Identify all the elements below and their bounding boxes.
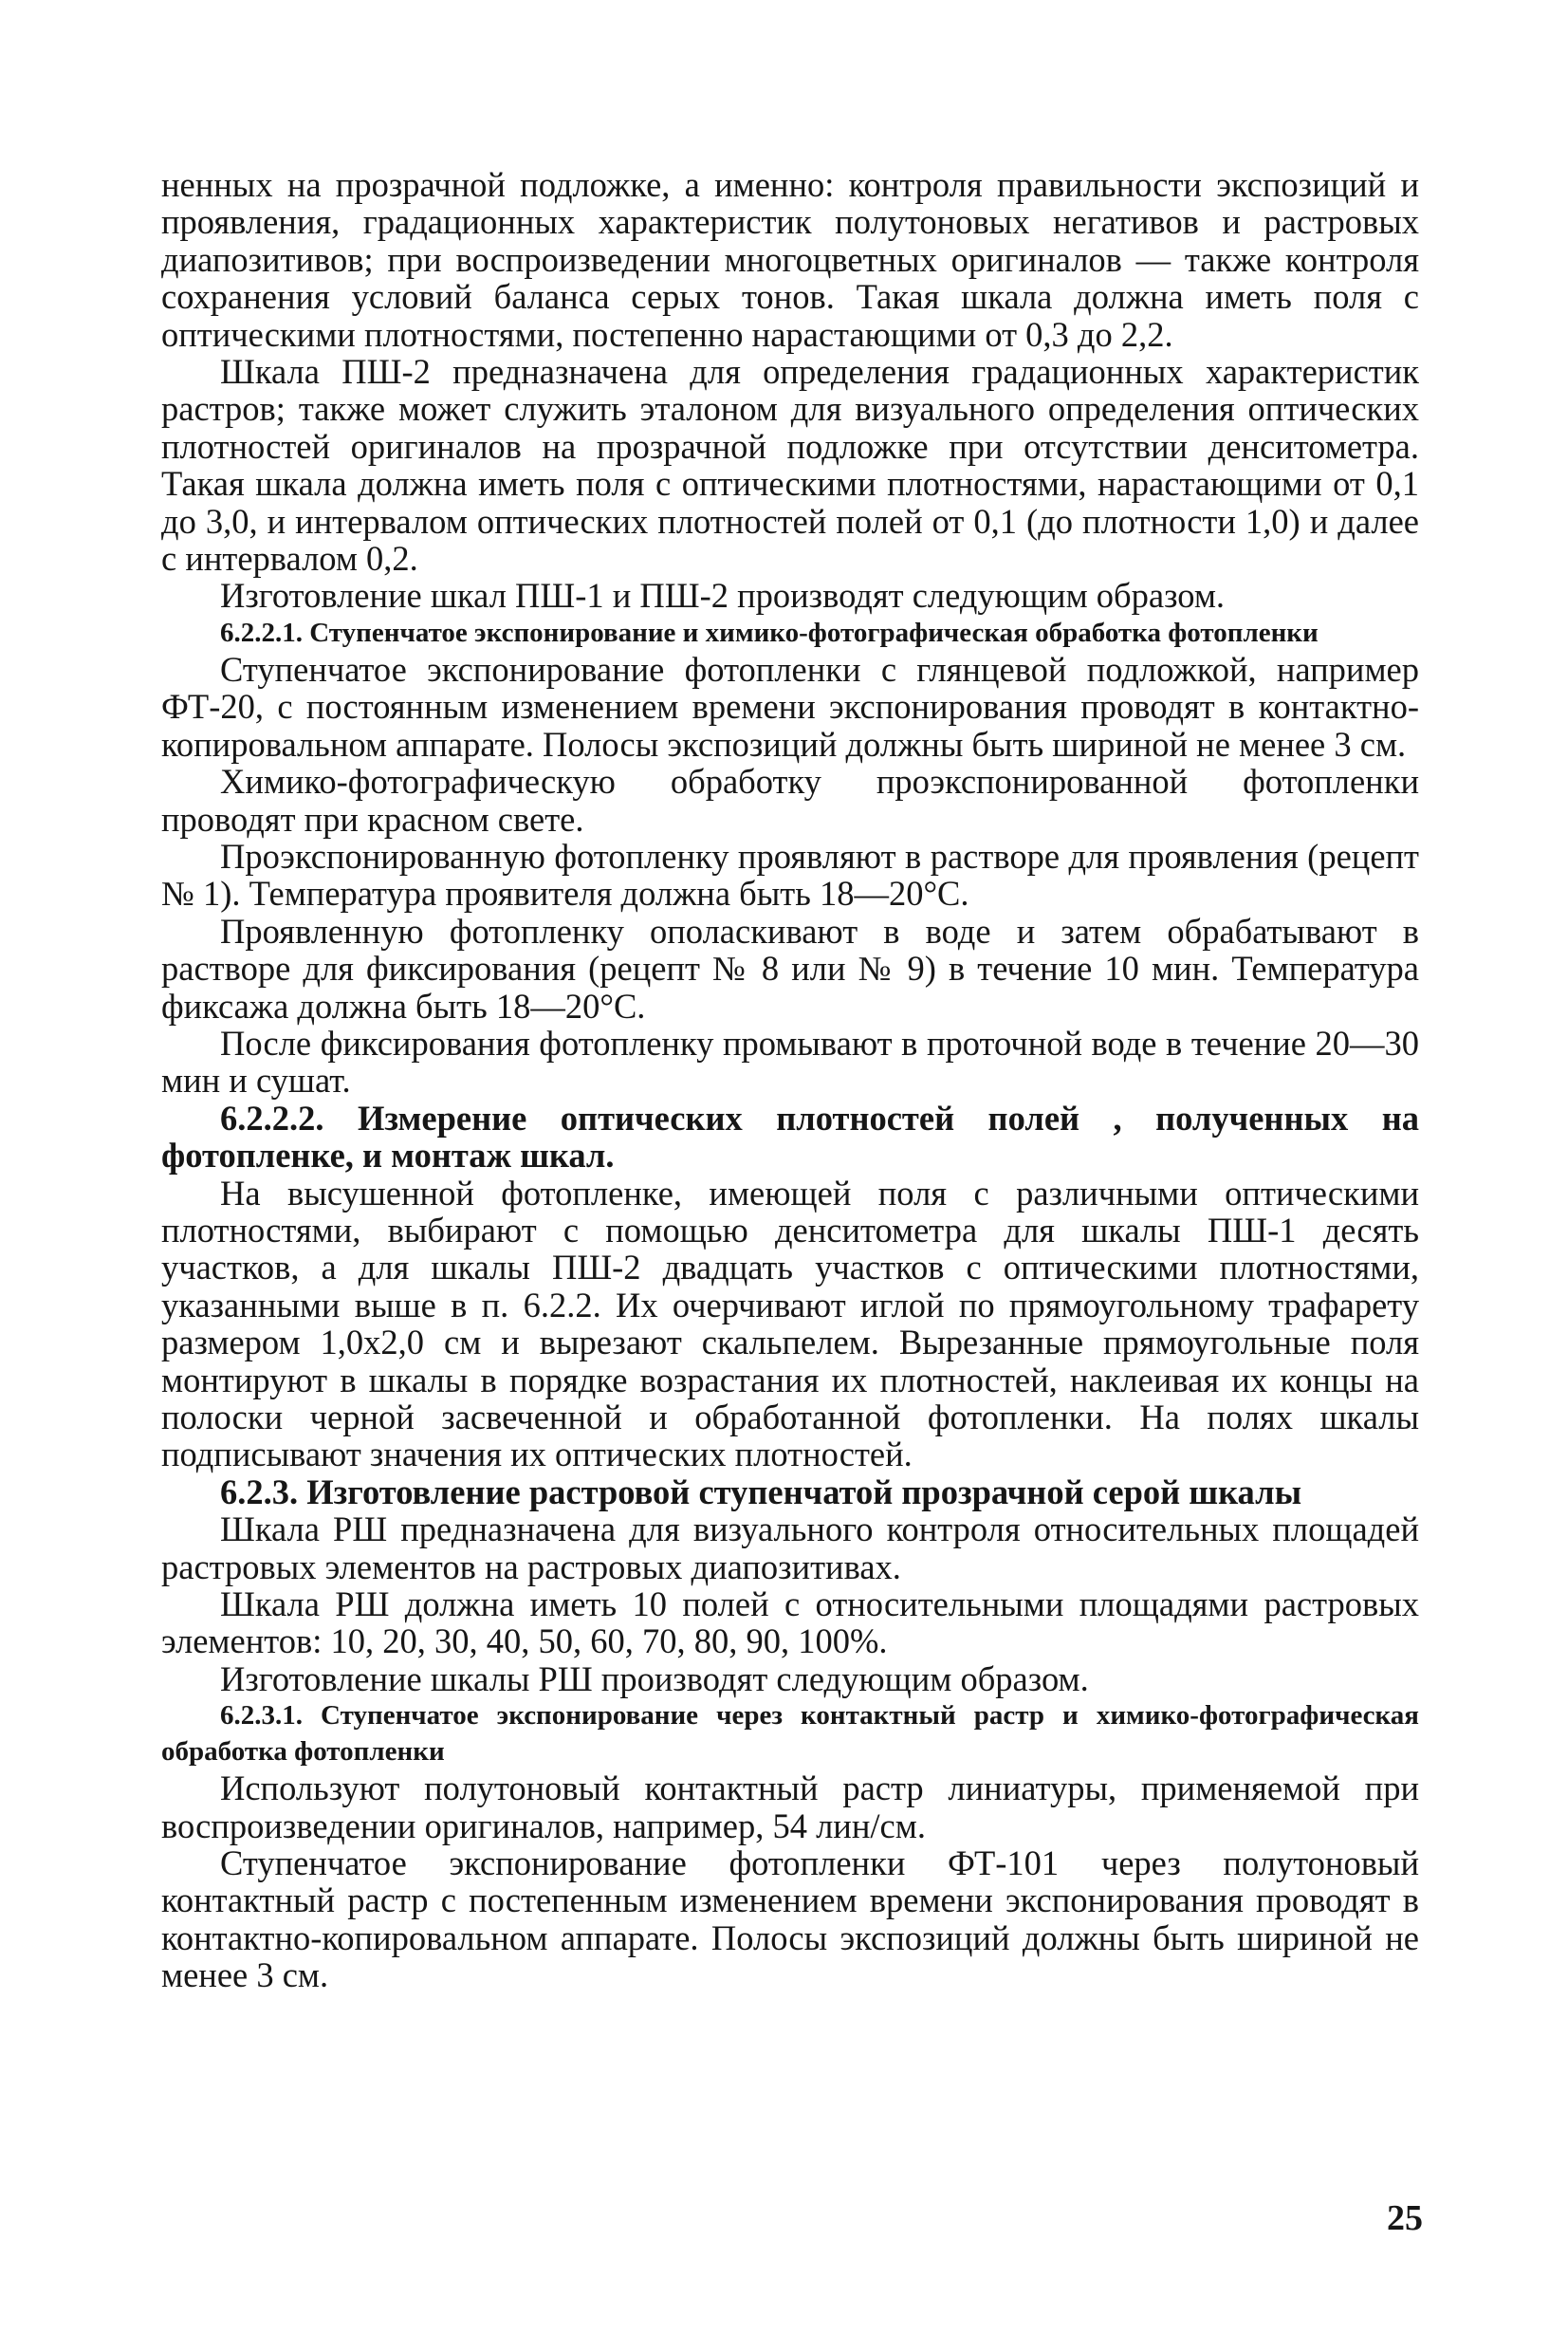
- page-number: 25: [1387, 2198, 1423, 2238]
- paragraph: Проявленную фотопленку ополаскивают в воде и затем обрабатывают в растворе для фиксирования (рецепт № 8 или № 9) в течение 10 мин. Температура фиксажа должна быть 18—20°С.: [161, 911, 1419, 1026]
- paragraph: Химико-фотографическую обработку проэкспонированной фотопленки проводят при красном свете.: [161, 762, 1419, 839]
- paragraph: После фиксирования фотопленку промывают в проточной воде в течение 20—30 мин и сушат.: [161, 1023, 1419, 1101]
- paragraph: Ступенчатое экспонирование фотопленки ФТ-101 через полутоновый контактный растр с постепенным изменением времени экспонирования проводят в контактно-копировальном аппарате. Полосы экспозиций должны быть шириной не менее 3 см.: [161, 1843, 1419, 1995]
- paragraph: Шкала РШ предназначена для визуального контроля относительных площадей растровых элементов на растровых диапозитивах.: [161, 1509, 1419, 1586]
- section-heading: 6.2.3. Изготовление растровой ступенчатой прозрачной серой шкалы: [220, 1472, 1302, 1511]
- paragraph: Шкала РШ должна иметь 10 полей с относительными площадями растровых элементов: 10, 20, 30, 40, 50, 60, 70, 80, 90, 100%.: [161, 1584, 1419, 1661]
- paragraph: Используют полутоновый контактный растр линиатуры, применяемой при воспроизведении оригиналов, например, 54 лин/см.: [161, 1769, 1419, 1845]
- paragraph: ненных на прозрачной подложке, а именно: контроля правильности экспозиций и проявления, градационных характеристик полутоновых негативов и растровых диапозитивов; при воспроизведении многоцветных оригиналов — также контроля сохранения условий баланса серых тонов. Такая шкала должна иметь поля с оптическими плотностями, постепенно нарастающими от 0,3 до 2,2.: [161, 165, 1419, 354]
- paragraph: Проэкспонированную фотопленку проявляют в растворе для проявления (рецепт № 1). Температура проявителя должна быть 18—20°С.: [161, 836, 1419, 914]
- body-text: [161, 166, 1419, 1994]
- paragraph: Изготовление шкал ПШ-1 и ПШ-2 производят следующим образом.: [220, 576, 1226, 616]
- paragraph: На высушенной фотопленке, имеющей поля с различными оптическими плотностями, выбирают с помощью денситометра для шкалы ПШ-1 десять участков, а для шкалы ПШ-2 двадцать участков с оптическими плотностями, указанными выше в п. 6.2.2. Их очерчивают иглой по прямоугольному трафарету размером 1,0х2,0 см и вырезают скальпелем. Вырезанные прямоугольные поля монтируют в шкалы в порядке возрастания их плотностей, наклеивая их концы на полоски черной засвеченной и обработанной фотопленки. На полях шкалы подписывают значения их оптических плотностей.: [161, 1173, 1419, 1474]
- section-heading: 6.2.2.1. Ступенчатое экспонирование и химико-фотографическая обработка фотопленки: [220, 617, 1319, 648]
- paragraph: Изготовление шкалы РШ производят следующим образом.: [220, 1658, 1089, 1698]
- section-heading: 6.2.3.1. Ступенчатое экспонирование через контактный растр и химико-фотографическая обработка фотопленки: [161, 1700, 1419, 1768]
- paragraph: Шкала ПШ-2 предназначена для определения градационных характеристик растров; также может служить эталоном для визуального определения оптических плотностей оригиналов на прозрачной подложке при отсутствии денситометра. Такая шкала должна иметь поля с оптическими плотностями, нарастающими от 0,1 до 3,0, и интервалом оптических плотностей полей от 0,1 (до плотности 1,0) и далее с интервалом 0,2.: [161, 352, 1419, 579]
- section-heading: 6.2.2.2. Измерение оптических плотностей полей , полученных на фотопленке, и монтаж шкал.: [161, 1098, 1419, 1176]
- paragraph: Ступенчатое экспонирование фотопленки с глянцевой подложкой, например ФТ-20, с постоянным изменением времени экспонирования проводят в контактно-копировальном аппарате. Полосы экспозиций должны быть шириной не менее 3 см.: [161, 649, 1419, 764]
